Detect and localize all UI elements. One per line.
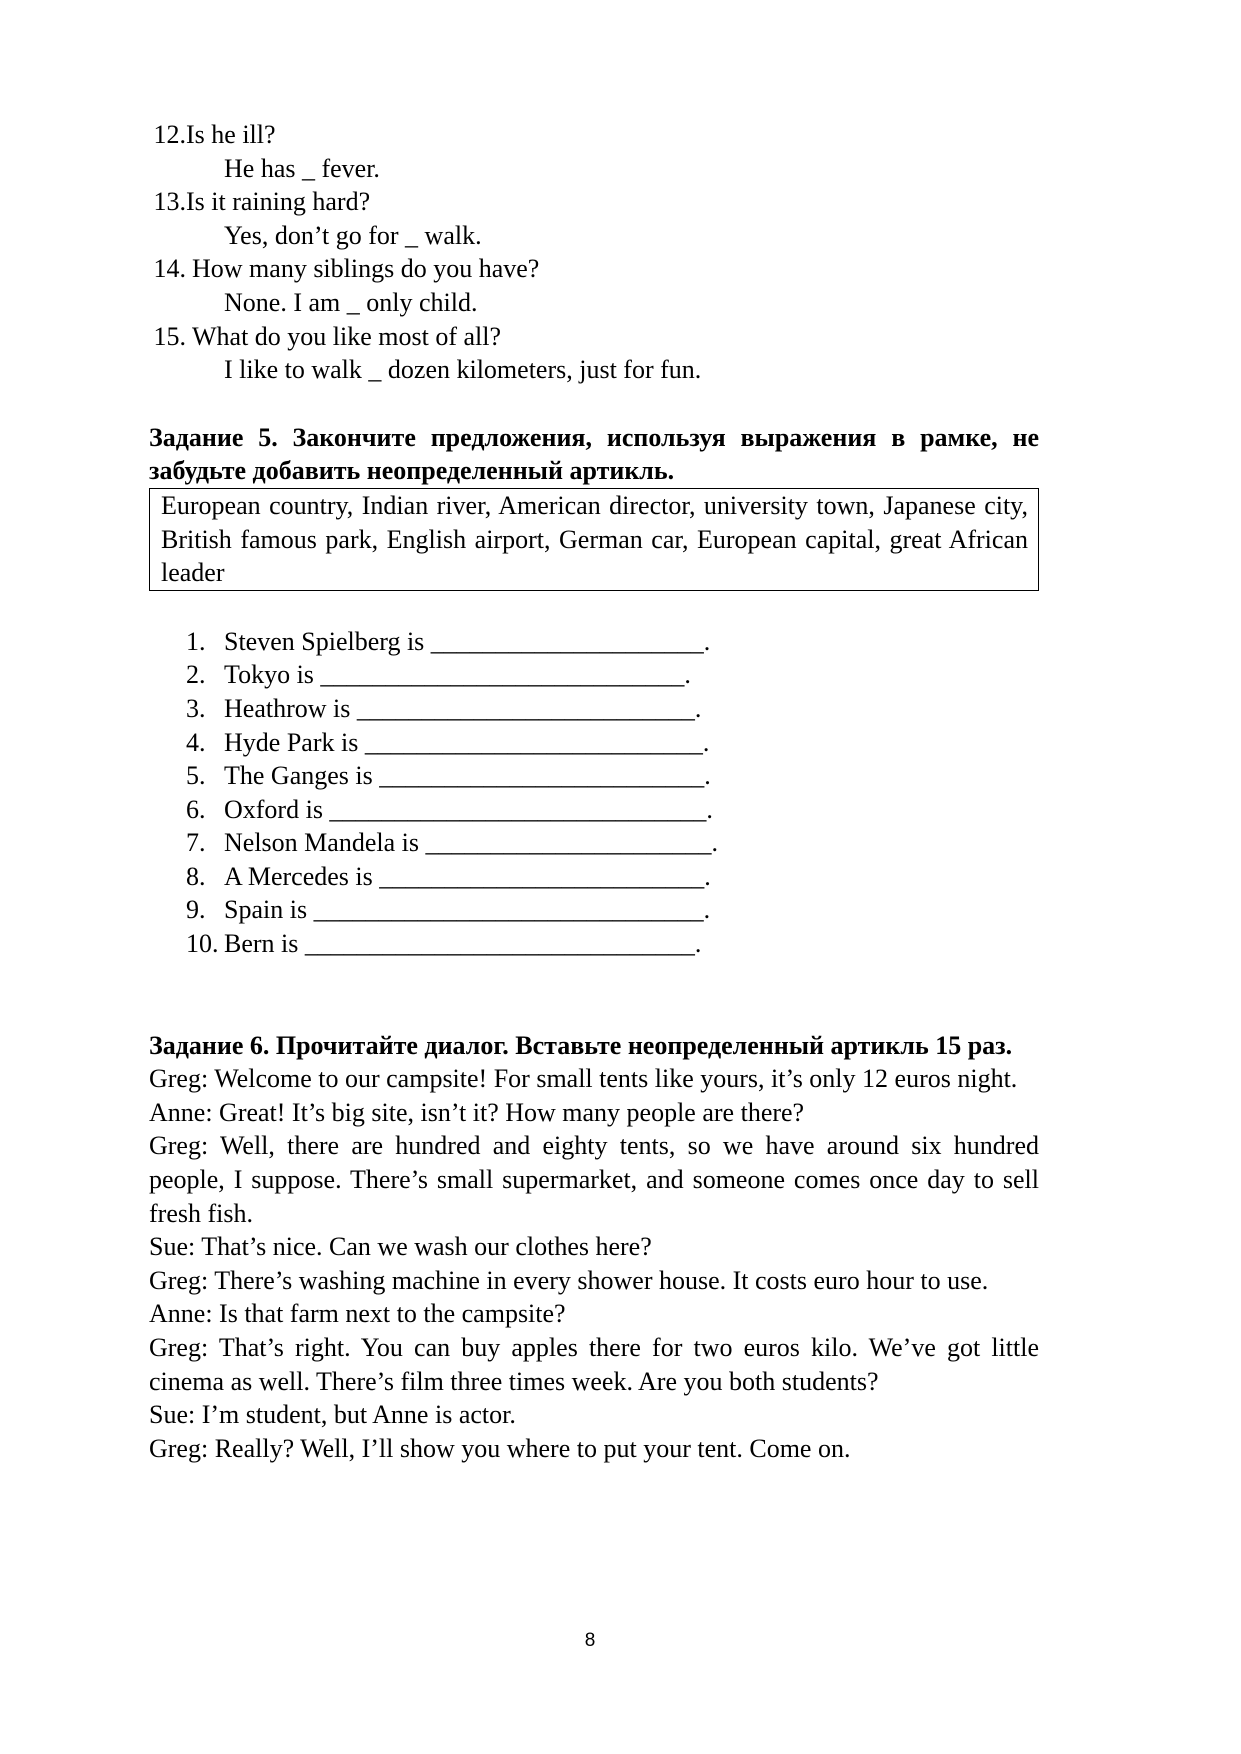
qa-answer: I like to walk _ dozen kilometers, just for fun. <box>224 355 702 385</box>
fill-in-item <box>149 927 1039 961</box>
fill-in-item <box>149 759 1039 793</box>
qa-question: Is it raining hard? <box>186 187 371 217</box>
fill-in-number: 8. <box>186 861 206 891</box>
qa-question-line <box>153 185 1039 219</box>
task6-title: Задание 6. Прочитайте диалог. Вставьте неопределенный артикль 15 раз. <box>149 1030 1013 1060</box>
qa-question-line <box>153 320 1039 354</box>
fill-in-number: 4. <box>186 727 206 757</box>
fill-in-number: 6. <box>186 794 206 824</box>
fill-in-text: Steven Spielberg is _____________________. <box>224 626 711 656</box>
qa-list <box>149 118 1039 387</box>
page-content <box>149 118 1039 1465</box>
fill-in-number: 7. <box>186 828 206 858</box>
qa-number: 15. <box>153 321 186 351</box>
fill-in-item <box>149 726 1039 760</box>
page-number: 8 <box>584 1630 596 1651</box>
dialog-line: Greg: Really? Well, I’ll show you where to put your tent. Come on. <box>149 1433 851 1463</box>
dialog-line: Greg: Well, there are hundred and eighty tents, so we have around six hundred people, I suppose. There’s small supermarket, and someone comes once day to sell fresh fish. <box>149 1131 1039 1228</box>
fill-in-number: 3. <box>186 693 206 723</box>
fill-in-text: Heathrow is __________________________. <box>224 693 702 723</box>
dialog-line: Greg: Welcome to our campsite! For small tents like yours, it’s only 12 euros night. <box>149 1064 1018 1094</box>
fill-in-number: 9. <box>186 895 206 925</box>
task5-title: Задание 5. Закончите предложения, используя выражения в рамке, не забудьте добавить неопределенный артикль. <box>149 422 1039 486</box>
dialog-line: Anne: Is that farm next to the campsite? <box>149 1299 566 1329</box>
fill-in-number: 5. <box>186 761 206 791</box>
qa-question-line <box>153 252 1039 286</box>
dialog-line: Anne: Great! It’s big site, isn’t it? How many people are there? <box>149 1097 805 1127</box>
qa-item <box>149 252 1039 319</box>
qa-answer: Yes, don’t go for _ walk. <box>224 220 482 250</box>
qa-question: What do you like most of all? <box>192 321 502 351</box>
dialog-line: Greg: There’s washing machine in every shower house. It costs euro hour to use. <box>149 1265 989 1295</box>
fill-in-text: A Mercedes is _________________________. <box>224 861 711 891</box>
qa-question-line <box>153 118 1039 152</box>
fill-in-item <box>149 860 1039 894</box>
qa-item <box>149 320 1039 387</box>
qa-number: 13. <box>153 187 186 217</box>
dialog-line: Sue: That’s nice. Can we wash our clothes here? <box>149 1232 652 1262</box>
qa-question: Is he ill? <box>186 120 276 149</box>
dialog <box>149 1062 1039 1465</box>
fill-in-text: Hyde Park is __________________________. <box>224 727 710 757</box>
fill-in-number: 10. <box>186 929 219 959</box>
dialog-line: Greg: That’s right. You can buy apples there for two euros kilo. We’ve got little cinema as well. There’s film three times week. Are you both students? <box>149 1333 1039 1396</box>
fill-in-item <box>149 893 1039 927</box>
fill-in-number: 1. <box>186 626 206 656</box>
fill-in-item <box>149 658 1039 692</box>
fill-in-text: Tokyo is ____________________________. <box>224 660 691 690</box>
qa-answer: None. I am _ only child. <box>224 287 478 317</box>
qa-answer: He has _ fever. <box>224 153 380 183</box>
fill-in-text: Oxford is _____________________________. <box>224 794 713 824</box>
fill-in-list <box>149 625 1039 961</box>
fill-in-text: Bern is ______________________________. <box>224 929 702 959</box>
qa-question: How many siblings do you have? <box>192 254 540 284</box>
fill-in-text: Nelson Mandela is ______________________. <box>224 828 718 858</box>
fill-in-item <box>149 793 1039 827</box>
dialog-line: Sue: I’m student, but Anne is actor. <box>149 1400 516 1430</box>
fill-in-item <box>149 625 1039 659</box>
qa-number: 14. <box>153 254 186 284</box>
qa-item <box>149 118 1039 185</box>
phrase-box: European country, Indian river, American director, university town, Japanese city, British famous park, English airport, German car, European capital, great African leader <box>149 488 1039 591</box>
fill-in-text: Spain is ______________________________. <box>224 895 711 925</box>
fill-in-item <box>149 826 1039 860</box>
qa-item <box>149 185 1039 252</box>
fill-in-number: 2. <box>186 660 206 690</box>
fill-in-item <box>149 692 1039 726</box>
fill-in-text: The Ganges is _________________________. <box>224 761 711 791</box>
qa-number: 12. <box>153 120 186 149</box>
